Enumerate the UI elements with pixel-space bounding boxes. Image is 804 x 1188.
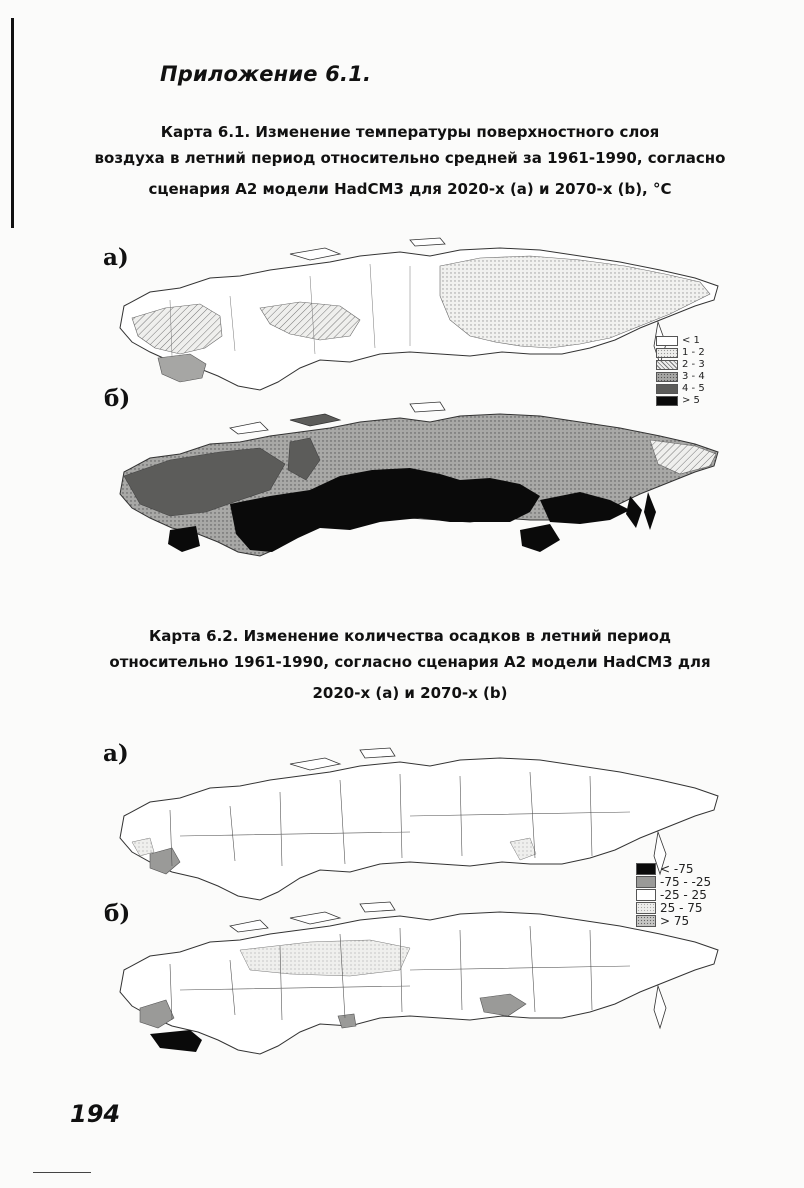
legend-label: 3 - 4 <box>682 371 705 382</box>
page-number: 194 <box>70 1100 121 1128</box>
legend-item <box>656 371 705 382</box>
caption-line: 2020-х (а) и 2070-х (b) <box>312 684 508 702</box>
legend-label: 2 - 3 <box>682 359 705 370</box>
legend-label: < -75 <box>660 861 694 876</box>
legend-swatch <box>636 863 656 875</box>
legend-label: -75 - -25 <box>660 874 712 889</box>
legend-item <box>636 862 711 875</box>
legend-item <box>656 359 705 370</box>
legend-label: 4 - 5 <box>682 383 705 394</box>
map2-panel-b-label: б) <box>104 900 131 927</box>
legend-item <box>656 383 705 394</box>
legend-swatch <box>656 372 678 382</box>
legend-label: < 1 <box>682 335 700 346</box>
legend-swatch <box>656 384 678 394</box>
map2-panel-b <box>110 900 730 1065</box>
map1-panel-b <box>110 400 730 570</box>
legend-swatch <box>636 876 656 888</box>
map1-panel-a <box>110 236 730 396</box>
appendix-title: Приложение 6.1. <box>160 62 372 86</box>
legend-item <box>636 875 711 888</box>
legend-label: > 5 <box>682 395 700 406</box>
map1-legend <box>656 335 705 407</box>
legend-label: 25 - 75 <box>660 900 703 915</box>
footer-rule <box>33 1172 91 1173</box>
margin-rule <box>11 18 14 228</box>
caption-line: воздуха в летний период относительно средней за 1961-1990, согласно <box>94 148 726 167</box>
legend-swatch <box>656 360 678 370</box>
caption-line: относительно 1961-1990, согласно сценария А2 модели HadCM3 для <box>109 652 711 671</box>
map2-panel-a-label: а) <box>103 740 129 767</box>
legend-item <box>656 347 705 358</box>
legend-label: > 75 <box>660 913 690 928</box>
legend-label: 1 - 2 <box>682 347 705 358</box>
legend-swatch <box>656 336 678 346</box>
legend-item <box>656 335 705 346</box>
caption-line: Карта 6.1. Изменение температуры поверхностного слоя <box>160 123 660 141</box>
legend-swatch <box>656 348 678 358</box>
legend-swatch <box>636 889 656 901</box>
caption-line: Карта 6.2. Изменение количества осадков в летний период <box>148 627 672 645</box>
caption-line: сценария А2 модели HadCM3 для 2020-х (а) и 2070-х (b), °С <box>148 180 672 198</box>
map1-panel-b-label: б) <box>104 385 131 412</box>
legend-label: -25 - 25 <box>660 887 707 902</box>
map1-caption <box>70 120 750 203</box>
map2-caption <box>70 624 750 707</box>
map1-panel-a-label: а) <box>103 244 129 271</box>
